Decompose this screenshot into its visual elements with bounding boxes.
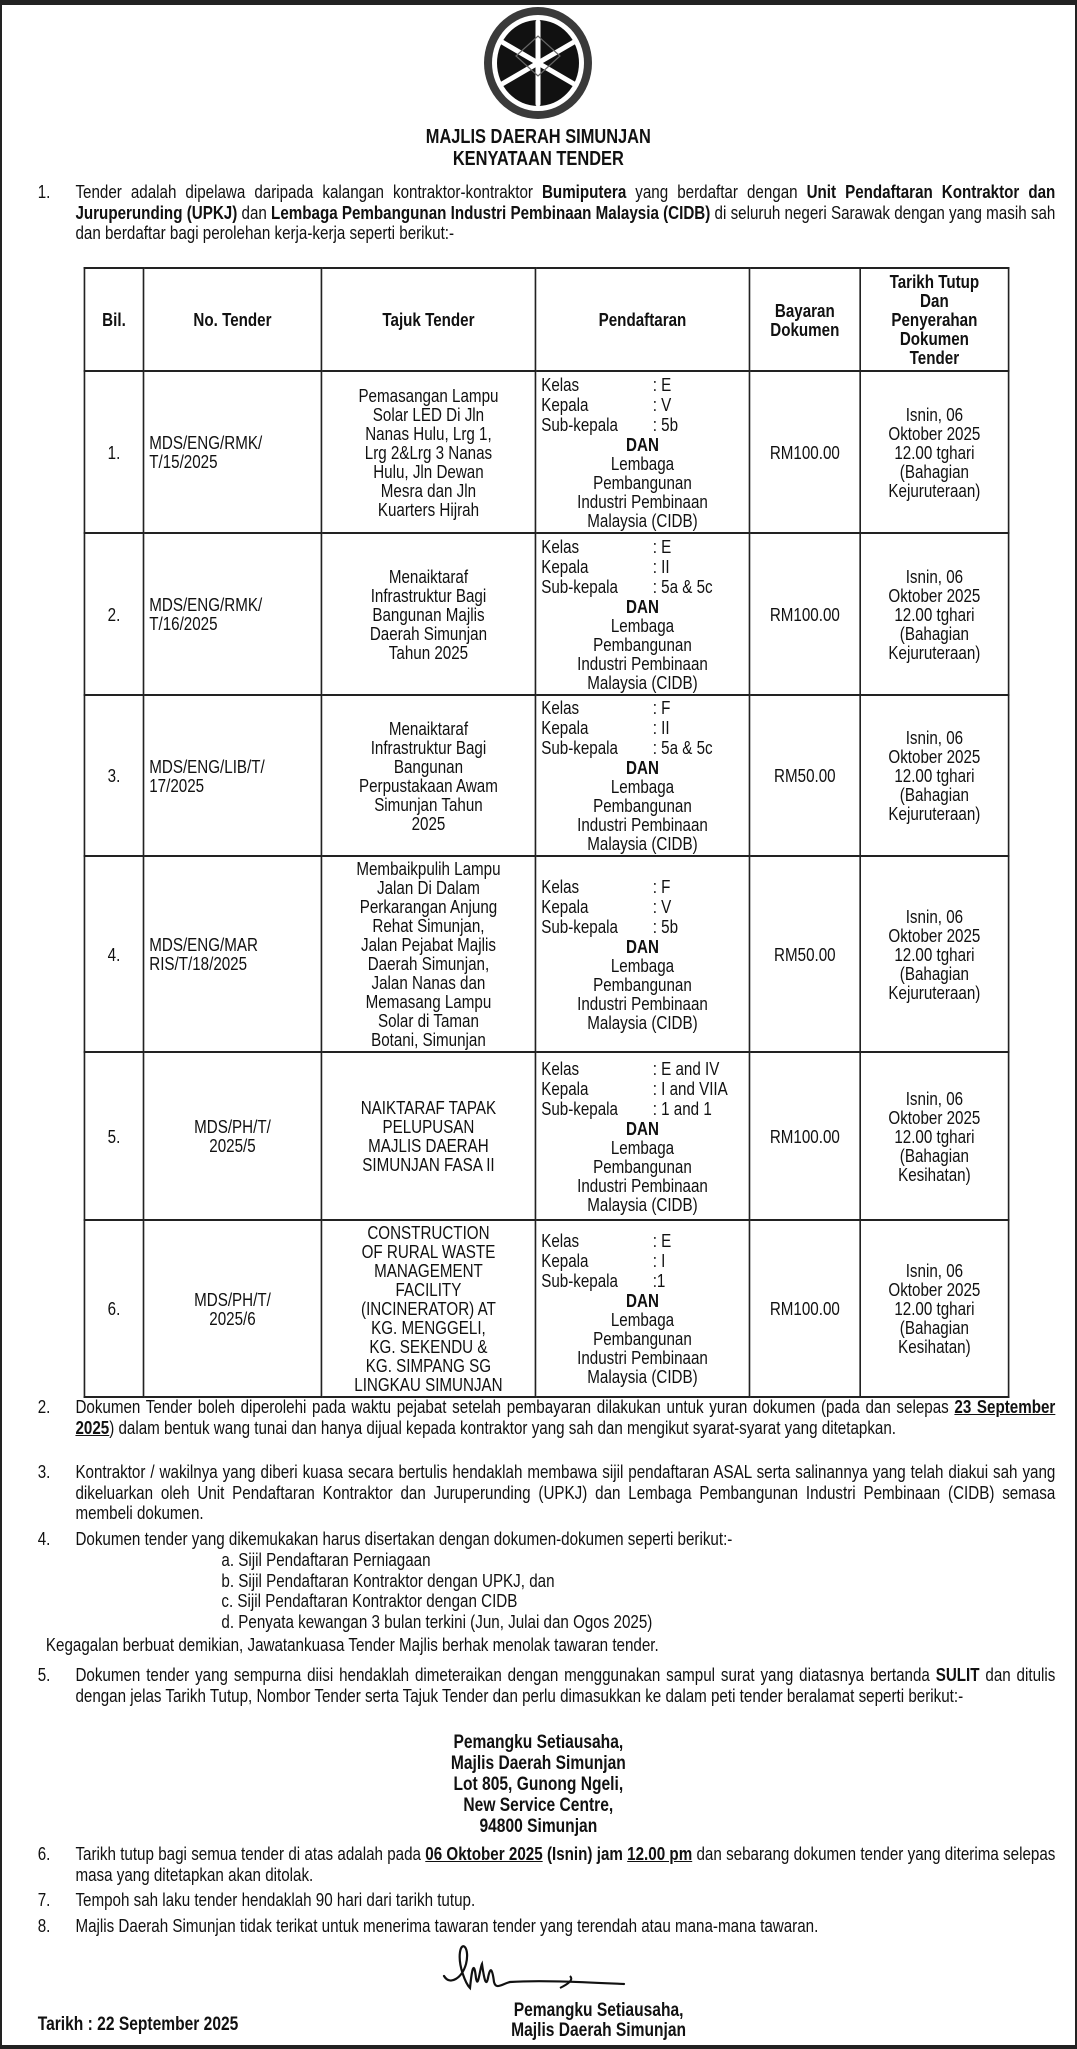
dan-label: DAN xyxy=(626,757,659,778)
header-tajuk-tender: Tajuk Tender xyxy=(321,268,535,371)
cell-pendaftaran xyxy=(535,371,749,533)
cell-tarikh-tutup: Isnin, 06 Oktober 2025 12.00 tghari (Bahagian Kesihatan) xyxy=(860,1052,1008,1220)
paragraph-7 xyxy=(38,1890,1056,1911)
cell-tajuk-tender: Pemasangan Lampu Solar LED Di Jln Nanas Hulu, Lrg 1, Lrg 2&Lrg 3 Nanas Hulu, Jln Dewan Mesra dan Jln Kuarters Hijrah xyxy=(321,371,535,533)
cidb-text: Lembaga Pembangunan Industri Pembinaan Malaysia (CIDB) xyxy=(577,452,708,531)
tender-table xyxy=(84,267,1010,1398)
address-line: Lot 805, Gunong Ngeli, xyxy=(453,1774,624,1795)
text: Dokumen tender yang dikemukakan harus disertakan dengan dokumen-dokumen seperti berikut:- xyxy=(75,1528,733,1549)
dan-label: DAN xyxy=(626,935,659,957)
label-kepala: Kepala xyxy=(541,717,589,738)
text: Majlis Daerah Simunjan tidak terikat untuk menerima tawaran tender yang terendah atau mana-mana tawaran. xyxy=(75,1915,819,1936)
value-subkepala: :1 xyxy=(652,1270,666,1291)
dan-label: DAN xyxy=(626,595,659,617)
label-kelas: Kelas xyxy=(541,697,580,718)
list-item: b. Sijil Pendaftaran Kontraktor dengan UPKJ, dan xyxy=(221,1569,555,1591)
cell-bayaran: RM100.00 xyxy=(749,371,860,533)
cell-no-tender: MDS/ENG/LIB/T/ 17/2025 xyxy=(144,695,322,856)
paragraph-3 xyxy=(38,1462,1056,1524)
cell-pendaftaran xyxy=(535,533,749,695)
text: Dokumen Tender boleh diperolehi pada waktu pejabat setelah pembayaran dilakukan untuk yuran dokumen (pada dan selepas xyxy=(75,1396,955,1417)
item-number: 6. xyxy=(37,1843,51,1864)
cell-tajuk-tender: Menaiktaraf Infrastruktur Bagi Bangunan Perpustakaan Awam Simunjan Tahun 2025 xyxy=(321,695,535,856)
table-row xyxy=(84,1052,1008,1220)
item-number: 7. xyxy=(37,1889,51,1910)
cidb-text: Lembaga Pembangunan Industri Pembinaan Malaysia (CIDB) xyxy=(577,776,708,854)
list-item: d. Penyata kewangan 3 bulan terkini (Jun, Julai dan Ogos 2025) xyxy=(221,1610,653,1632)
value-kelas: : E xyxy=(652,535,672,557)
table-header-row xyxy=(84,268,1008,371)
value-subkepala: : 5a & 5c xyxy=(652,737,713,758)
label-subkepala: Sub-kepala xyxy=(541,1097,618,1119)
closing-date: 06 Oktober 2025 xyxy=(425,1843,543,1864)
tender-address xyxy=(0,1732,1077,1837)
signatory-title: Pemangku Setiausaha, xyxy=(513,2000,684,2021)
signature xyxy=(440,1938,630,2000)
header-no-tender: No. Tender xyxy=(144,268,322,371)
cell-bayaran: RM50.00 xyxy=(749,856,860,1052)
value-kepala: : V xyxy=(652,393,672,415)
text: Tender adalah dipelawa daripada kalangan kontraktor-kontraktor xyxy=(75,181,542,202)
page-subtitle: KENYATAAN TENDER xyxy=(452,148,624,170)
signatory-organization: Majlis Daerah Simunjan xyxy=(511,2020,687,2041)
dan-label: DAN xyxy=(626,1117,659,1139)
item-number: 8. xyxy=(37,1915,51,1936)
value-kepala: : V xyxy=(652,895,672,917)
cell-tarikh-tutup: Isnin, 06 Oktober 2025 12.00 tghari (Bahagian Kejuruteraan) xyxy=(860,695,1008,856)
address-line: Majlis Daerah Simunjan xyxy=(450,1753,626,1774)
text-bold: Unit Pendaftaran Kontraktor dan Juruperunding (UPKJ) xyxy=(75,181,1056,223)
cell-tajuk-tender: NAIKTARAF TAPAK PELUPUSAN MAJLIS DAERAH SIMUNJAN FASA II xyxy=(321,1052,535,1220)
address-line: New Service Centre, xyxy=(463,1795,614,1816)
label-kelas: Kelas xyxy=(541,1057,580,1079)
cell-pendaftaran xyxy=(535,695,749,856)
value-kepala: : I xyxy=(652,1250,666,1271)
paragraph-1 xyxy=(38,182,1056,244)
label-subkepala: Sub-kepala xyxy=(541,737,618,758)
text: Tempoh sah laku tender hendaklah 90 hari dari tarikh tutup. xyxy=(75,1889,476,1910)
label-kelas: Kelas xyxy=(541,875,580,897)
cell-bayaran: RM50.00 xyxy=(749,695,860,856)
cell-bil: 2. xyxy=(84,533,143,695)
label-kepala: Kepala xyxy=(541,895,589,917)
cell-bil: 4. xyxy=(84,856,143,1052)
list-item: a. Sijil Pendaftaran Perniagaan xyxy=(221,1549,431,1570)
header-bayaran-dokumen: Bayaran Dokumen xyxy=(749,268,860,371)
cell-bayaran: RM100.00 xyxy=(749,533,860,695)
item-number: 2. xyxy=(37,1396,51,1417)
address-line: 94800 Simunjan xyxy=(479,1816,598,1837)
text: ) dalam bentuk wang tunai dan hanya dijual kepada kontraktor yang sah dan mengikut syarat-syarat yang ditetapkan. xyxy=(109,1416,897,1438)
page-title: MAJLIS DAERAH SIMUNJAN xyxy=(425,126,651,148)
cell-no-tender: MDS/ENG/MAR RIS/T/18/2025 xyxy=(144,856,322,1052)
value-kepala: : II xyxy=(652,555,670,577)
paragraph-4 xyxy=(38,1529,1056,1550)
cell-bayaran: RM100.00 xyxy=(749,1052,860,1220)
address-line: Pemangku Setiausaha, xyxy=(453,1732,624,1753)
cell-no-tender: MDS/PH/T/ 2025/5 xyxy=(144,1052,322,1220)
item-number: 3. xyxy=(37,1461,51,1482)
text-bold: (Isnin) jam xyxy=(542,1843,628,1864)
value-subkepala: : 5b xyxy=(652,915,679,937)
header-bil: Bil. xyxy=(84,268,143,371)
cidb-text: Lembaga Pembangunan Industri Pembinaan Malaysia (CIDB) xyxy=(577,954,708,1033)
value-kelas: : E xyxy=(652,373,672,395)
label-kelas: Kelas xyxy=(541,535,580,557)
paragraph-5 xyxy=(38,1665,1056,1706)
cell-no-tender: MDS/ENG/RMK/ T/16/2025 xyxy=(144,533,322,695)
notice-date: Tarikh : 22 September 2025 xyxy=(37,2014,239,2035)
label-kepala: Kepala xyxy=(541,555,589,577)
cell-no-tender: MDS/ENG/RMK/ T/15/2025 xyxy=(144,371,322,533)
cell-pendaftaran xyxy=(535,856,749,1052)
value-subkepala: : 1 and 1 xyxy=(652,1097,712,1119)
table-row xyxy=(84,695,1008,856)
required-documents-list xyxy=(221,1550,652,1632)
value-subkepala: : 5a & 5c xyxy=(652,575,713,597)
value-subkepala: : 5b xyxy=(652,413,679,435)
label-subkepala: Sub-kepala xyxy=(541,915,618,937)
item-number: 1. xyxy=(37,181,51,202)
text-bold: SULIT xyxy=(935,1664,980,1685)
list-item: c. Sijil Pendaftaran Kontraktor dengan CIDB xyxy=(221,1590,518,1611)
cell-bil: 1. xyxy=(84,371,143,533)
cidb-text: Lembaga Pembangunan Industri Pembinaan Malaysia (CIDB) xyxy=(577,614,708,693)
signatory-block xyxy=(435,2001,763,2041)
text: di seluruh negeri Sarawak dengan yang masih sah dan berdaftar bagi perolehan kerja-kerja seperti berikut:- xyxy=(75,201,1056,243)
header-tarikh-tutup: Tarikh Tutup Dan Penyerahan Dokumen Tender xyxy=(860,268,1008,371)
table-row xyxy=(84,1220,1008,1397)
cell-pendaftaran xyxy=(535,1220,749,1397)
text-bold: Bumiputera xyxy=(541,181,627,202)
value-kelas: : E xyxy=(652,1230,672,1251)
label-subkepala: Sub-kepala xyxy=(541,1270,618,1291)
label-kepala: Kepala xyxy=(541,1077,589,1099)
value-kepala: : II xyxy=(652,717,670,738)
paragraph-4-note: Kegagalan berbuat demikian, Jawatankuasa Tender Majlis berhak menolak tawaran tender. xyxy=(45,1634,659,1655)
cell-bil: 5. xyxy=(84,1052,143,1220)
cell-tajuk-tender: CONSTRUCTION OF RURAL WASTE MANAGEMENT FACILITY (INCINERATOR) AT KG. MENGGELI, KG. SEKENDU & KG. SIMPANG SG LINGKAU SIMUNJAN xyxy=(321,1220,535,1397)
document-start-date: 23 September 2025 xyxy=(75,1396,1056,1438)
cell-tarikh-tutup: Isnin, 06 Oktober 2025 12.00 tghari (Bahagian Kejuruteraan) xyxy=(860,371,1008,533)
item-number: 5. xyxy=(37,1664,51,1685)
cell-tarikh-tutup: Isnin, 06 Oktober 2025 12.00 tghari (Bahagian Kejuruteraan) xyxy=(860,856,1008,1052)
value-kepala: : I and VIIA xyxy=(652,1077,728,1099)
label-kelas: Kelas xyxy=(541,373,580,395)
text: dan sebarang dokumen tender yang diterima selepas masa yang ditetapkan akan ditolak. xyxy=(75,1843,1056,1885)
text: Dokumen tender yang sempurna diisi hendaklah dimeteraikan dengan menggunakan sampul surat yang diatasnya bertanda xyxy=(75,1664,936,1685)
value-kelas: : F xyxy=(652,875,671,897)
label-kepala: Kepala xyxy=(541,1250,589,1271)
paragraph-6 xyxy=(38,1844,1056,1885)
value-kelas: : E and IV xyxy=(652,1057,720,1079)
cidb-text: Lembaga Pembangunan Industri Pembinaan Malaysia (CIDB) xyxy=(577,1136,708,1215)
text: dan ditulis dengan jelas Tarikh Tutup, Nombor Tender serta Tajuk Tender dan perlu dimasukkan ke dalam peti tender beralamat seperti berikut:- xyxy=(75,1664,1056,1706)
closing-time: 12.00 pm xyxy=(627,1843,693,1864)
label-kelas: Kelas xyxy=(541,1230,580,1251)
table-row xyxy=(84,371,1008,533)
cell-pendaftaran xyxy=(535,1052,749,1220)
cell-tajuk-tender: Membaikpulih Lampu Jalan Di Dalam Perkarangan Anjung Rehat Simunjan, Jalan Pejabat Majlis Daerah Simunjan, Jalan Nanas dan Memasang Lampu Solar di Taman Botani, Simunjan xyxy=(321,856,535,1052)
text: Tarikh tutup bagi semua tender di atas adalah pada xyxy=(75,1843,426,1864)
cell-tajuk-tender: Menaiktaraf Infrastruktur Bagi Bangunan Majlis Daerah Simunjan Tahun 2025 xyxy=(321,533,535,695)
paragraph-2 xyxy=(38,1397,1056,1438)
cell-bil: 6. xyxy=(84,1220,143,1397)
dan-label: DAN xyxy=(626,1290,659,1311)
cell-no-tender: MDS/PH/T/ 2025/6 xyxy=(144,1220,322,1397)
dan-label: DAN xyxy=(626,433,659,455)
value-kelas: : F xyxy=(652,697,671,718)
label-subkepala: Sub-kepala xyxy=(541,575,618,597)
cidb-text: Lembaga Pembangunan Industri Pembinaan Malaysia (CIDB) xyxy=(577,1309,708,1387)
label-kepala: Kepala xyxy=(541,393,589,415)
cell-bil: 3. xyxy=(84,695,143,856)
header-pendaftaran: Pendaftaran xyxy=(535,268,749,371)
label-subkepala: Sub-kepala xyxy=(541,413,618,435)
table-row xyxy=(84,533,1008,695)
item-number: 4. xyxy=(37,1528,51,1549)
cell-bayaran: RM100.00 xyxy=(749,1220,860,1397)
table-row xyxy=(84,856,1008,1052)
text: dan xyxy=(237,201,272,223)
paragraph-8 xyxy=(38,1916,1056,1937)
cell-tarikh-tutup: Isnin, 06 Oktober 2025 12.00 tghari (Bahagian Kejuruteraan) xyxy=(860,533,1008,695)
text: yang berdaftar dengan xyxy=(626,181,807,202)
text: Kontraktor / wakilnya yang diberi kuasa secara bertulis hendaklah membawa sijil pendaftaran ASAL serta salinannya yang telah diakui sah yang dikeluarkan oleh Unit Pendaftaran Kontraktor dan Juruperunding (UPKJ) dan Lembaga Pembangunan Industri Pembinaan (CIDB) semasa membeli dokumen. xyxy=(75,1461,1056,1523)
text-bold: Lembaga Pembangunan Industri Pembinaan Malaysia (CIDB) xyxy=(271,201,711,223)
cell-tarikh-tutup: Isnin, 06 Oktober 2025 12.00 tghari (Bahagian Kesihatan) xyxy=(860,1220,1008,1397)
